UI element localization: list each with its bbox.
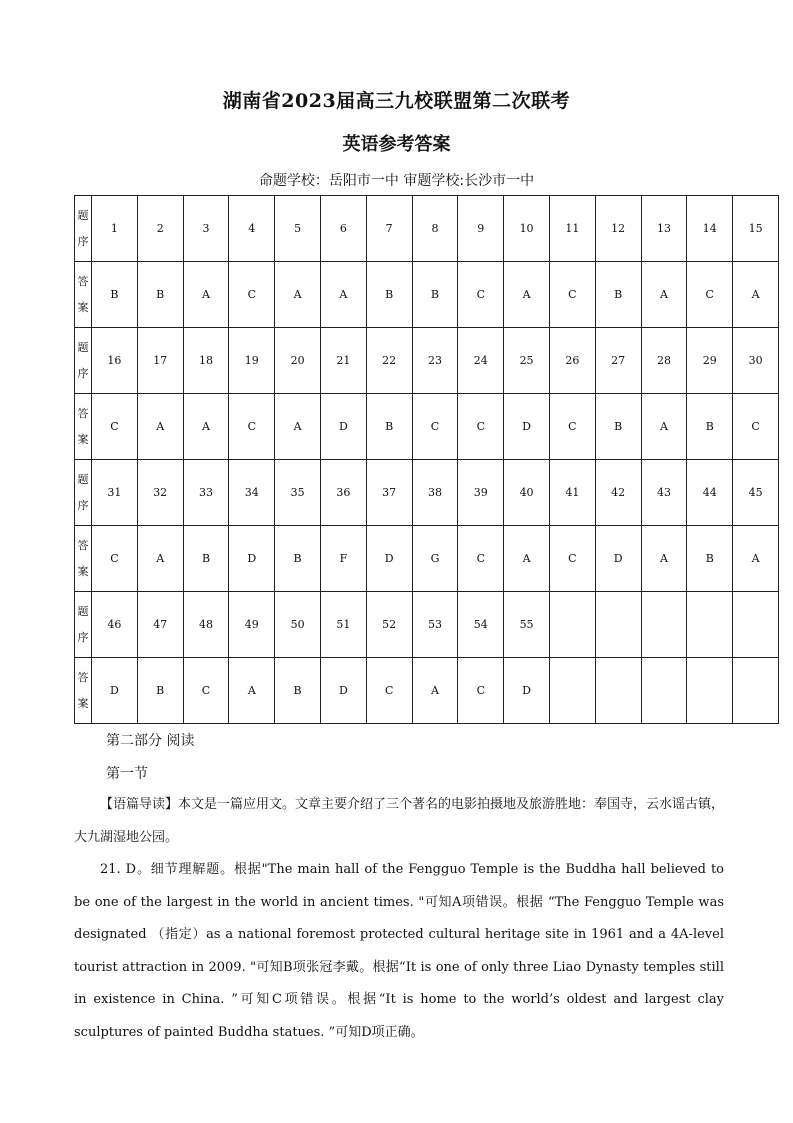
- q21-paragraph: [74, 854, 724, 1049]
- answer-cell: D: [320, 394, 366, 460]
- question-number-cell: 21: [320, 328, 366, 394]
- answer-cell: C: [229, 262, 275, 328]
- section-heading: 第一节: [106, 766, 148, 782]
- answer-row-label: [75, 658, 92, 724]
- answer-cell: [641, 658, 687, 724]
- question-number-cell: 46: [92, 592, 138, 658]
- question-number-cell: 17: [137, 328, 183, 394]
- answer-cell: C: [458, 658, 504, 724]
- question-number-cell: 51: [320, 592, 366, 658]
- question-number-cell: 34: [229, 460, 275, 526]
- answer-cell: C: [458, 394, 504, 460]
- answer-cell: A: [412, 658, 458, 724]
- question-number-cell: 28: [641, 328, 687, 394]
- answer-cell: [733, 658, 779, 724]
- question-number-cell: 23: [412, 328, 458, 394]
- answer-row: [75, 526, 779, 592]
- answer-cell: B: [137, 658, 183, 724]
- answer-cell: B: [595, 394, 641, 460]
- label-char: 案: [77, 564, 89, 578]
- question-number-cell: 55: [504, 592, 550, 658]
- question-number-cell: 38: [412, 460, 458, 526]
- answer-cell: C: [92, 526, 138, 592]
- question-number-cell: 12: [595, 196, 641, 262]
- question-number-cell: 31: [92, 460, 138, 526]
- answer-cell: C: [183, 658, 229, 724]
- question-number-cell: 25: [504, 328, 550, 394]
- answer-cell: D: [595, 526, 641, 592]
- answer-cell: B: [275, 526, 321, 592]
- label-char: 序: [77, 498, 89, 512]
- page-subtitle: 英语参考答案: [342, 134, 451, 155]
- answer-cell: C: [549, 394, 595, 460]
- answer-cell: C: [549, 526, 595, 592]
- answer-cell: C: [366, 658, 412, 724]
- answer-row: [75, 262, 779, 328]
- part-heading: 第二部分 阅读: [106, 733, 195, 749]
- question-number-cell: 42: [595, 460, 641, 526]
- label-char: 答: [77, 670, 89, 684]
- answer-table: [74, 195, 779, 724]
- answer-row: [75, 394, 779, 460]
- question-number-cell: 45: [733, 460, 779, 526]
- answer-cell: B: [137, 262, 183, 328]
- label-char: 答: [77, 406, 89, 420]
- question-number-cell: 6: [320, 196, 366, 262]
- answer-cell: [687, 658, 733, 724]
- answer-cell: [595, 658, 641, 724]
- answer-cell: D: [504, 394, 550, 460]
- answer-cell: C: [229, 394, 275, 460]
- answer-cell: A: [229, 658, 275, 724]
- question-row: [75, 460, 779, 526]
- question-number-cell: 2: [137, 196, 183, 262]
- label-char: 序: [77, 234, 89, 248]
- answer-cell: D: [92, 658, 138, 724]
- answer-cell: C: [687, 262, 733, 328]
- question-number-cell: 8: [412, 196, 458, 262]
- question-number-cell: 52: [366, 592, 412, 658]
- answer-cell: D: [229, 526, 275, 592]
- answer-cell: D: [504, 658, 550, 724]
- question-number-cell: 41: [549, 460, 595, 526]
- answer-cell: B: [687, 394, 733, 460]
- answer-cell: C: [458, 526, 504, 592]
- question-number-cell: 35: [275, 460, 321, 526]
- answer-cell: B: [366, 394, 412, 460]
- school-credits: 命题学校：岳阳市一中 审题学校:长沙市一中: [258, 173, 535, 189]
- question-number-cell: 29: [687, 328, 733, 394]
- question-row-label: [75, 196, 92, 262]
- question-number-cell: 11: [549, 196, 595, 262]
- answer-cell: A: [183, 262, 229, 328]
- answer-cell: A: [733, 262, 779, 328]
- question-number-cell: 10: [504, 196, 550, 262]
- question-number-cell: 32: [137, 460, 183, 526]
- question-number-cell: 20: [275, 328, 321, 394]
- answer-cell: A: [504, 526, 550, 592]
- question-number-cell: 14: [687, 196, 733, 262]
- answer-cell: A: [641, 526, 687, 592]
- question-number-cell: 22: [366, 328, 412, 394]
- label-char: 题: [77, 472, 89, 486]
- label-char: 序: [77, 366, 89, 380]
- question-number-cell: 5: [275, 196, 321, 262]
- question-number-cell: 33: [183, 460, 229, 526]
- answer-row-label: [75, 262, 92, 328]
- answer-cell: C: [549, 262, 595, 328]
- question-number-cell: 39: [458, 460, 504, 526]
- question-row-label: [75, 592, 92, 658]
- question-row: [75, 328, 779, 394]
- answer-cell: A: [137, 394, 183, 460]
- question-number-cell: 7: [366, 196, 412, 262]
- question-number-cell: 53: [412, 592, 458, 658]
- question-row-label: [75, 460, 92, 526]
- question-number-cell: 50: [275, 592, 321, 658]
- label-char: 案: [77, 432, 89, 446]
- label-char: 案: [77, 300, 89, 314]
- answer-cell: B: [92, 262, 138, 328]
- question-number-cell: 43: [641, 460, 687, 526]
- answer-cell: C: [458, 262, 504, 328]
- answer-cell: C: [412, 394, 458, 460]
- question-number-cell: 48: [183, 592, 229, 658]
- question-number-cell: 16: [92, 328, 138, 394]
- label-char: 答: [77, 538, 89, 552]
- answer-cell: A: [641, 394, 687, 460]
- question-number-cell: 44: [687, 460, 733, 526]
- answer-cell: F: [320, 526, 366, 592]
- answer-cell: B: [687, 526, 733, 592]
- answer-cell: A: [137, 526, 183, 592]
- question-number-cell: 1: [92, 196, 138, 262]
- answer-cell: A: [504, 262, 550, 328]
- question-number-cell: 15: [733, 196, 779, 262]
- answer-cell: C: [733, 394, 779, 460]
- answer-cell: B: [275, 658, 321, 724]
- label-char: 题: [77, 604, 89, 618]
- label-char: 答: [77, 274, 89, 288]
- question-row: [75, 592, 779, 658]
- answer-cell: D: [320, 658, 366, 724]
- guide-paragraph: [74, 789, 724, 854]
- answer-cell: B: [595, 262, 641, 328]
- question-number-cell: 36: [320, 460, 366, 526]
- label-char: 序: [77, 630, 89, 644]
- answer-cell: A: [641, 262, 687, 328]
- q21-explanation: 21. D。细节理解题。根据"The main hall of the Fengguo Temple is the Buddha hall believed to be one of the largest in the world in ancient times. "可知A项错误。根据 “The Fengguo Temple was designated （指定）as a national foremost protected cultural heritage site in 1961 and a 4A-level tourist attraction in 2009. "可知B项张冠李戴。根据“It is one of only three Liao Dynasty temples still in existence in China. ”可知C项错误。根据“It is home to the world’s oldest and largest clay sculptures of painted Buddha statues. ”可知D项正确。: [74, 862, 724, 1040]
- question-number-cell: [687, 592, 733, 658]
- answer-cell: B: [183, 526, 229, 592]
- answer-cell: A: [320, 262, 366, 328]
- question-number-cell: 40: [504, 460, 550, 526]
- question-number-cell: [641, 592, 687, 658]
- question-number-cell: [733, 592, 779, 658]
- guide-text: 【语篇导读】本文是一篇应用文。文章主要介绍了三个著名的电影拍摄地及旅游胜地：奉国寺，云水谣古镇，大九湖湿地公园。: [74, 797, 725, 845]
- question-number-cell: 27: [595, 328, 641, 394]
- answer-cell: B: [412, 262, 458, 328]
- question-number-cell: 30: [733, 328, 779, 394]
- question-number-cell: 49: [229, 592, 275, 658]
- question-row: [75, 196, 779, 262]
- answer-row-label: [75, 526, 92, 592]
- question-number-cell: [549, 592, 595, 658]
- question-number-cell: 3: [183, 196, 229, 262]
- question-number-cell: [595, 592, 641, 658]
- answer-cell: C: [92, 394, 138, 460]
- question-number-cell: 4: [229, 196, 275, 262]
- answer-cell: D: [366, 526, 412, 592]
- question-number-cell: 24: [458, 328, 504, 394]
- answer-row-label: [75, 394, 92, 460]
- question-number-cell: 18: [183, 328, 229, 394]
- question-row-label: [75, 328, 92, 394]
- answer-cell: [549, 658, 595, 724]
- question-number-cell: 37: [366, 460, 412, 526]
- question-number-cell: 19: [229, 328, 275, 394]
- label-char: 题: [77, 340, 89, 354]
- page-title: 湖南省2023届高三九校联盟第二次联考: [222, 90, 571, 112]
- answer-cell: A: [275, 262, 321, 328]
- answer-cell: B: [366, 262, 412, 328]
- answer-row: [75, 658, 779, 724]
- label-char: 题: [77, 208, 89, 222]
- answer-cell: A: [275, 394, 321, 460]
- question-number-cell: 26: [549, 328, 595, 394]
- answer-cell: A: [183, 394, 229, 460]
- answer-cell: G: [412, 526, 458, 592]
- label-char: 案: [77, 696, 89, 710]
- answer-cell: A: [733, 526, 779, 592]
- question-number-cell: 47: [137, 592, 183, 658]
- question-number-cell: 13: [641, 196, 687, 262]
- question-number-cell: 54: [458, 592, 504, 658]
- question-number-cell: 9: [458, 196, 504, 262]
